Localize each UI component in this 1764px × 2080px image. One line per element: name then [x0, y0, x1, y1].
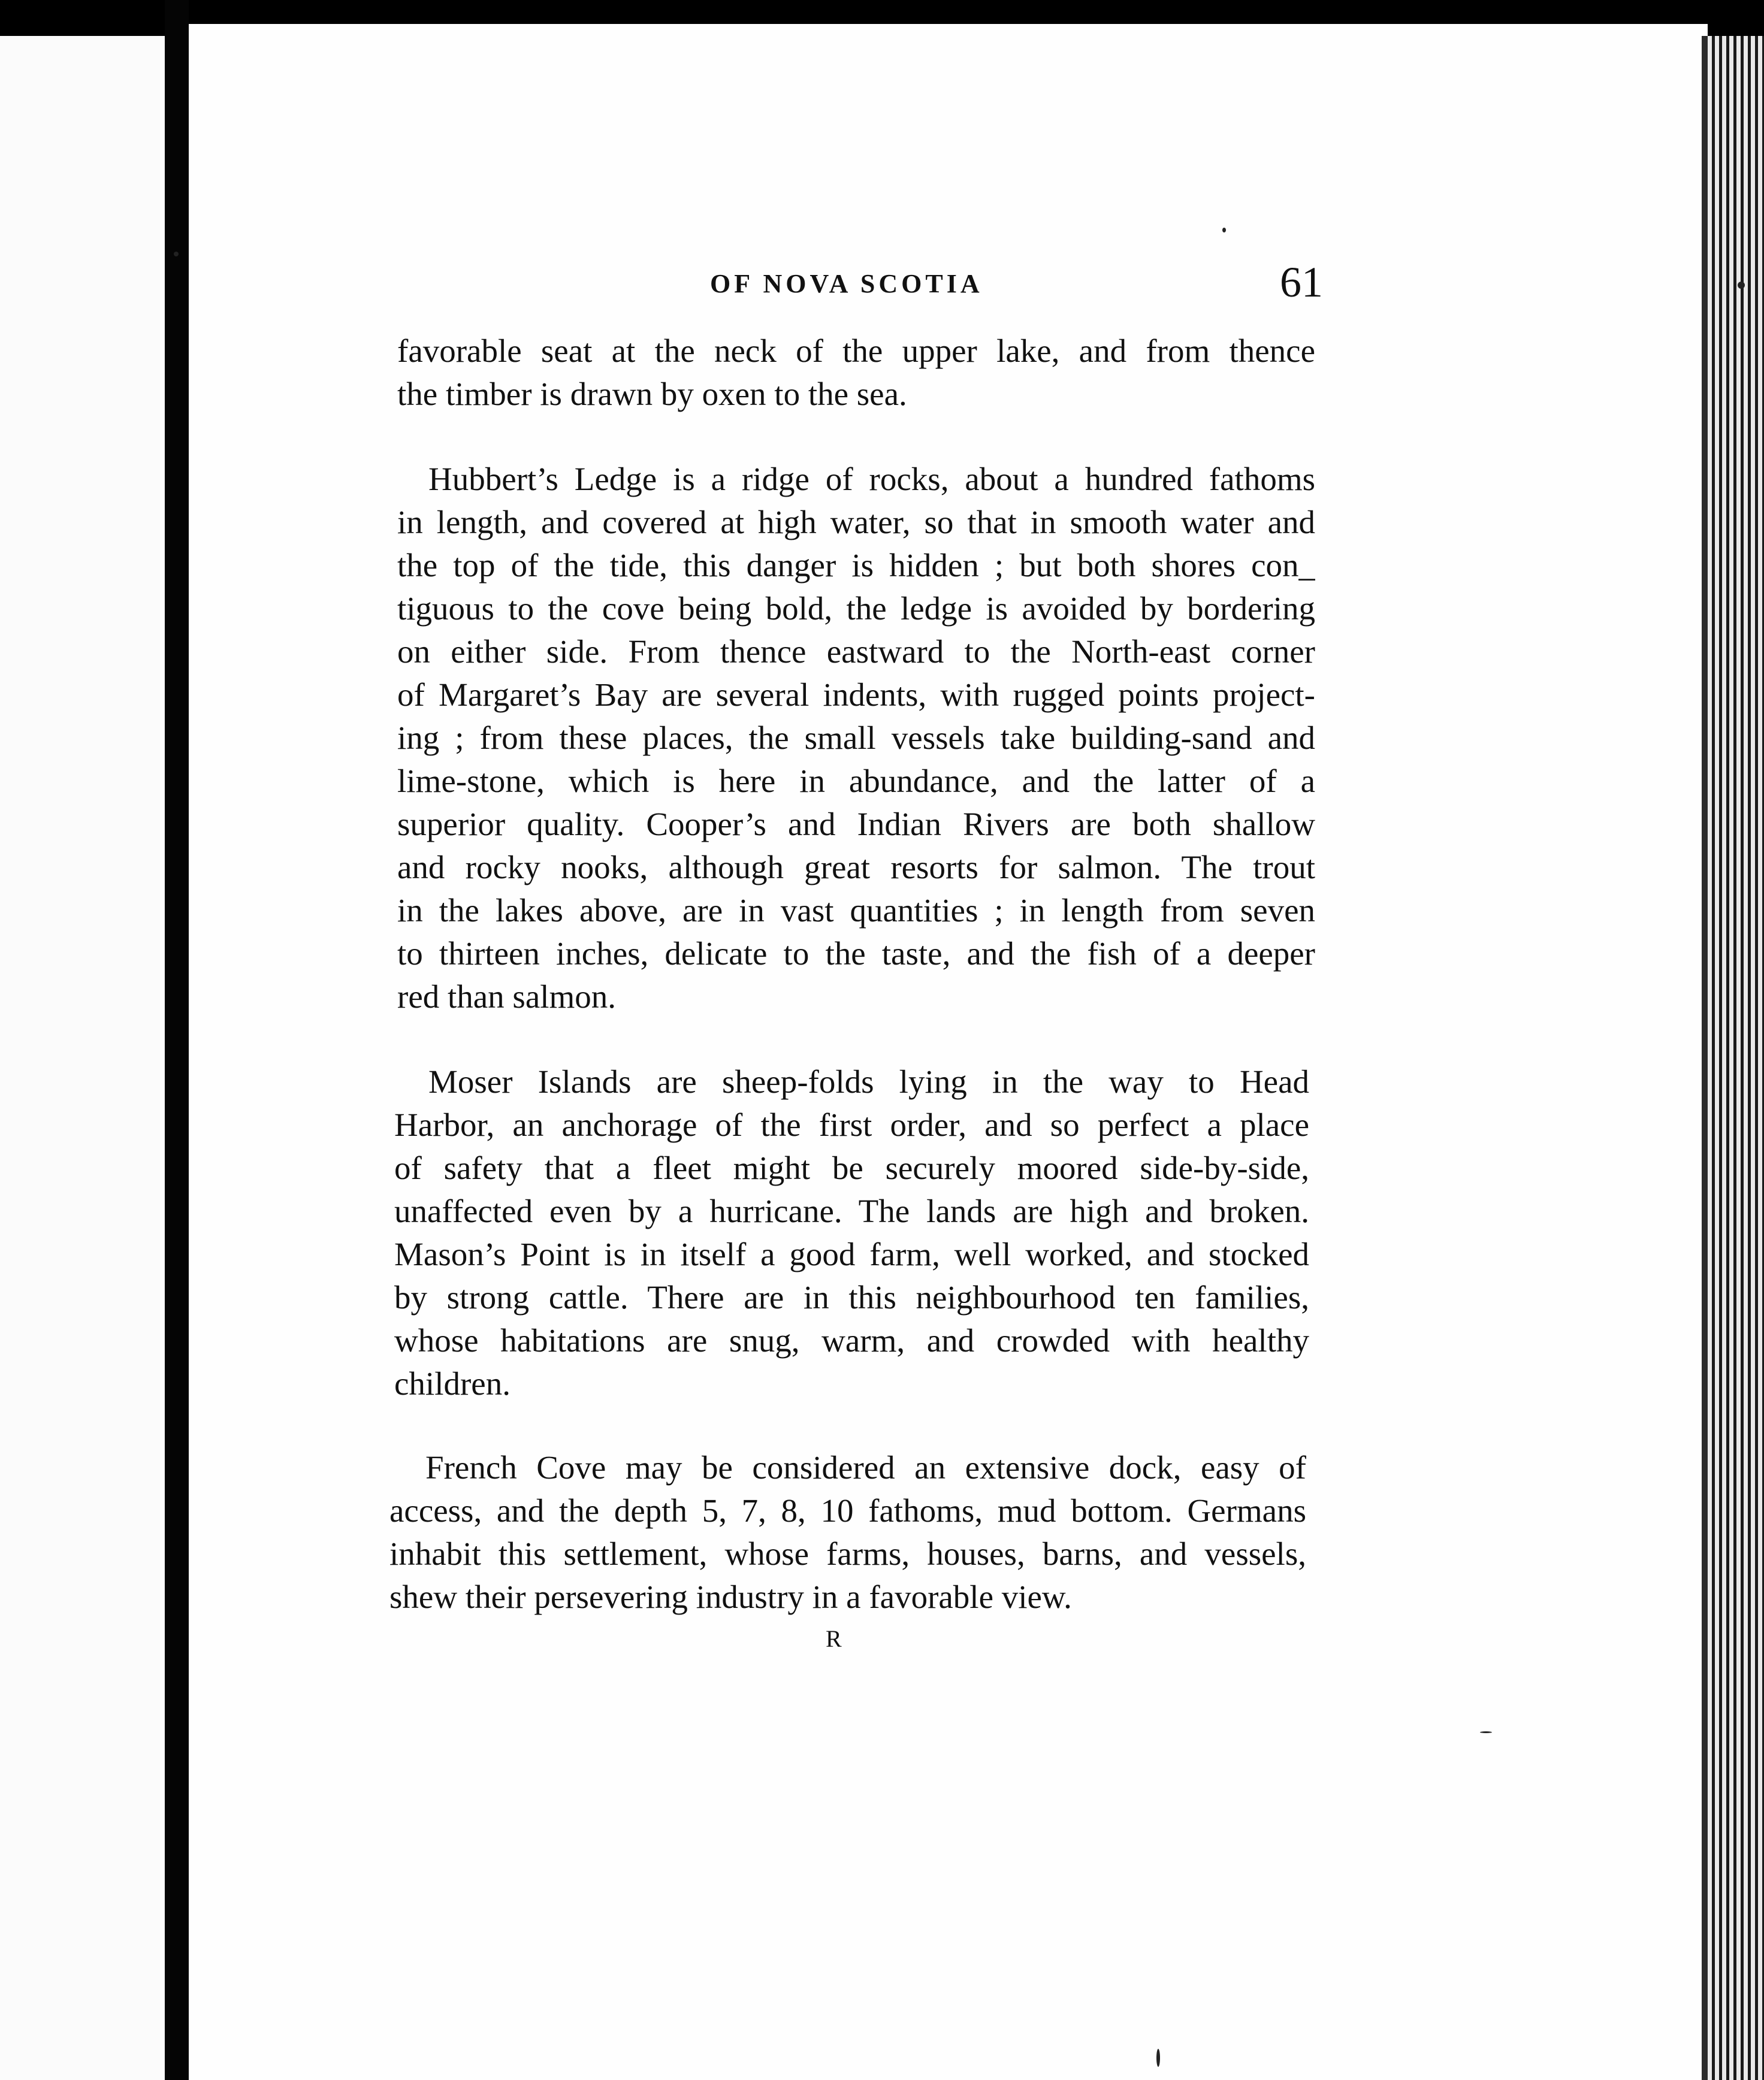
scan-speck: [1480, 1731, 1492, 1733]
text-line: inhabit this settlement, whose farms, houses, barns, and vessels,: [389, 1536, 1306, 1572]
page-number: 61: [1280, 258, 1323, 306]
signature-mark: R: [826, 1625, 842, 1652]
text-line: unaffected even by a hurricane. The lands are high and broken.: [394, 1193, 1309, 1229]
book-gutter: [165, 0, 189, 2080]
text-line: access, and the depth 5, 7, 8, 10 fathoms, mud bottom. Germans: [389, 1493, 1306, 1529]
text-line: in length, and covered at high water, so that in smooth water and: [397, 504, 1315, 540]
text-line: children.: [394, 1366, 511, 1402]
book-page: [189, 24, 1708, 2080]
text-line: French Cove may be considered an extensive dock, easy of: [425, 1450, 1306, 1486]
scan-speck: [1738, 282, 1745, 289]
text-line: whose habitations are snug, warm, and crowded with healthy: [394, 1323, 1309, 1359]
text-line: ing ; from these places, the small vessels take building-sand and: [397, 720, 1315, 756]
text-line: in the lakes above, are in vast quantities ; in length from seven: [397, 893, 1315, 929]
text-line: by strong cattle. There are in this neighbourhood ten families,: [394, 1280, 1309, 1316]
text-line: Harbor, an anchorage of the first order, and so perfect a place: [394, 1107, 1309, 1143]
text-line: Mason’s Point is in itself a good farm, well worked, and stocked: [394, 1236, 1309, 1272]
text-line: Moser Islands are sheep-folds lying in the way to Head: [428, 1064, 1309, 1100]
text-line: on either side. From thence eastward to the North-east corner: [397, 634, 1315, 670]
text-line: Hubbert’s Ledge is a ridge of rocks, about a hundred fathoms: [428, 461, 1315, 497]
text-line: the top of the tide, this danger is hidden ; but both shores con_: [397, 548, 1315, 584]
scan-speck: [1156, 2049, 1160, 2067]
text-line: lime-stone, which is here in abundance, and the latter of a: [397, 763, 1315, 799]
text-line: shew their persevering industry in a favorable view.: [389, 1579, 1072, 1615]
text-line: of safety that a fleet might be securely moored side-by-side,: [394, 1150, 1309, 1186]
text-line: favorable seat at the neck of the upper lake, and from thence: [397, 333, 1315, 369]
text-line: of Margaret’s Bay are several indents, with rugged points project-: [397, 677, 1315, 713]
text-line: to thirteen inches, delicate to the taste, and the fish of a deeper: [397, 936, 1315, 972]
running-head: OF NOVA SCOTIA: [710, 269, 983, 298]
scan-speck: [1222, 228, 1226, 232]
scan-speck: [174, 252, 179, 256]
stacked-page-edges: [1708, 36, 1764, 2080]
facing-page-edge: [0, 36, 165, 2080]
text-line: and rocky nooks, although great resorts for salmon. The trout: [397, 849, 1315, 885]
text-line: the timber is drawn by oxen to the sea.: [397, 376, 907, 412]
text-line: red than salmon.: [397, 979, 617, 1015]
text-line: superior quality. Cooper’s and Indian Rivers are both shallow: [397, 806, 1315, 842]
text-line: tiguous to the cove being bold, the ledge is avoided by bordering: [397, 591, 1315, 627]
